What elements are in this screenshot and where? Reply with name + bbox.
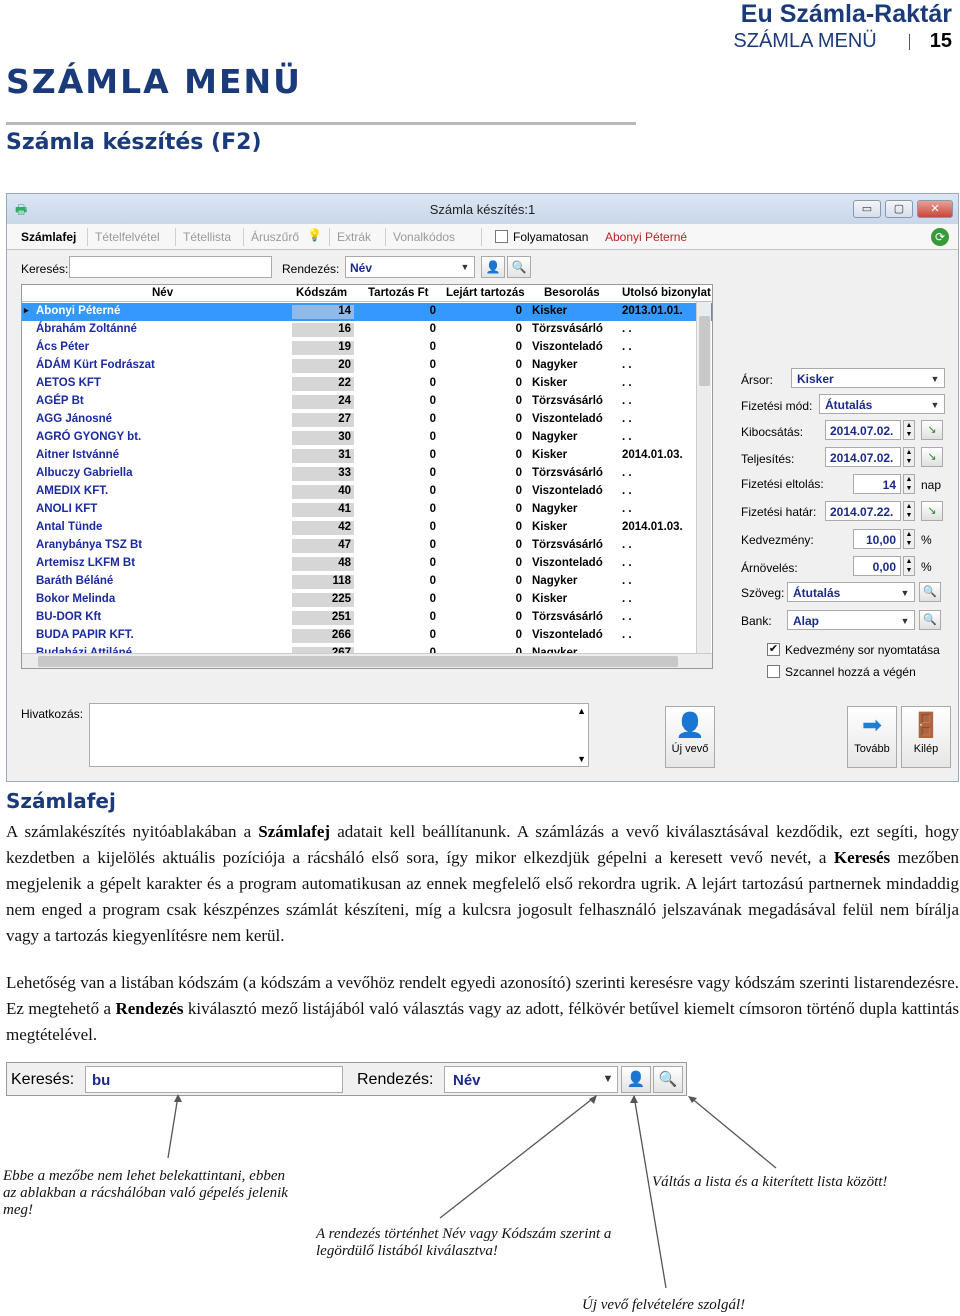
calendar-icon[interactable]: ↘ — [921, 501, 943, 521]
cell-debt: 0 — [429, 323, 436, 335]
cell-overdue: 0 — [515, 341, 522, 353]
window-title: Számla készítés:1 — [429, 202, 536, 217]
cell-debt: 0 — [429, 395, 436, 407]
cell-debt: 0 — [429, 503, 436, 515]
cell-overdue: 0 — [515, 305, 522, 317]
calendar-icon[interactable]: ↘ — [921, 447, 943, 467]
callout-3: Váltás a lista és a kiterített lista között! — [652, 1174, 888, 1190]
cell-name: Aranybánya TSZ Bt — [36, 539, 143, 551]
cell-overdue: 0 — [515, 593, 522, 605]
cell-class: Nagyker — [532, 359, 578, 371]
arnoveles-label: Árnövelés: — [741, 561, 798, 575]
new-customer-icon[interactable]: 👤 — [621, 1066, 651, 1093]
cell-class: Kisker — [532, 377, 568, 389]
cell-last: . . — [622, 629, 632, 641]
chevron-down-icon: ▼ — [577, 754, 586, 764]
callout-4: Új vevő felvételére szolgál! — [582, 1297, 746, 1313]
cell-name: AGRÓ GYONGY bt. — [36, 431, 142, 443]
cell-code: 33 — [292, 467, 354, 481]
cell-debt: 0 — [429, 305, 436, 317]
cell-last: . . — [622, 377, 632, 389]
cell-overdue: 0 — [515, 485, 522, 497]
cell-name: AGÉP Bt — [36, 395, 84, 407]
list-toggle-icon[interactable]: 🔍 — [507, 256, 531, 278]
cell-code: 41 — [292, 503, 354, 517]
cell-class: Nagyker — [532, 503, 578, 515]
maximize-button[interactable]: ▢ — [885, 200, 913, 218]
arsor-value: Kisker — [797, 372, 834, 386]
cell-name: Bokor Melinda — [36, 593, 116, 605]
hivatkozas-label: Hivatkozás: — [21, 707, 84, 721]
cell-class: Viszonteladó — [532, 485, 603, 497]
cell-last: . . — [622, 467, 632, 479]
cell-code: 24 — [292, 395, 354, 409]
szoveg-label: Szöveg: — [741, 586, 785, 600]
search-icon[interactable]: 🔍 — [919, 582, 941, 602]
cell-name: AMEDIX KFT. — [36, 485, 109, 497]
text: Lehetőség van a listában kódszám (a kódszám a vevőhöz rendelt egyedi azonosító) szerinti keresésre vagy kódszám szerinti listarendezésre. Ez megtehető a — [6, 973, 959, 1018]
cell-overdue: 0 — [515, 611, 522, 623]
cell-code: 266 — [292, 629, 354, 643]
bank-value: Alap — [793, 614, 820, 628]
szcannel-label: Szcannel hozzá a végén — [785, 665, 916, 679]
chevron-down-icon: ▼ — [900, 588, 910, 598]
cell-last: 2014.01.03. — [622, 521, 683, 533]
tab-szamlafej[interactable]: Számlafej — [21, 230, 77, 244]
fizetesi-eltolas-label: Fizetési eltolás: — [741, 477, 824, 491]
cell-last: 2013.01.01. — [622, 305, 683, 317]
cell-debt: 0 — [429, 413, 436, 425]
cell-name: Aitner Istvánné — [36, 449, 120, 461]
col-lejart[interactable]: Lejárt tartozás — [446, 287, 525, 299]
callout-arrow-3 — [690, 1097, 776, 1168]
search-icon[interactable]: 🔍 — [919, 610, 941, 630]
callout-2: A rendezés történhet Név vagy Kódszám szerint a legördülő listából kiválasztva! — [316, 1226, 612, 1259]
kedvezmeny-sor-checkbox[interactable]: ✔ — [768, 643, 779, 655]
text: kiválasztó mező listájából való választás vagy az adott, félkövér betűvel kiemelt címsoron történő dupla kattintás megtételével. — [6, 998, 959, 1044]
exit-label: Kilép — [913, 743, 939, 755]
cell-debt: 0 — [429, 611, 436, 623]
cell-last: . . — [622, 341, 632, 353]
cell-name: AGG Jánosné — [36, 413, 113, 425]
cell-code: 22 — [292, 377, 354, 391]
cell-code: 42 — [292, 521, 354, 535]
teljesites-label: Teljesítés: — [741, 452, 795, 466]
cell-code: 14 — [292, 305, 354, 319]
fizetesi-eltolas-input[interactable]: 14 — [853, 474, 901, 494]
chevron-down-icon: ▼ — [930, 374, 940, 384]
cell-overdue: 0 — [515, 521, 522, 533]
cell-name: ANOLI KFT — [36, 503, 98, 515]
cell-last: . . — [622, 557, 632, 569]
bold-term: Rendezés — [115, 998, 184, 1018]
cell-class: Viszonteladó — [532, 413, 603, 425]
cell-last: . . — [622, 323, 632, 335]
printer-icon: 🖶 — [15, 202, 28, 217]
cell-code: 118 — [292, 575, 354, 589]
zoom-sort-label: Rendezés: — [357, 1071, 434, 1088]
bank-label: Bank: — [741, 614, 772, 628]
cell-class: Törzsvásárló — [532, 323, 603, 335]
cell-last: . . — [622, 395, 632, 407]
cell-debt: 0 — [429, 449, 436, 461]
fizetesi-hatar-date[interactable]: 2014.07.22. — [825, 501, 901, 521]
cell-name: AETOS KFT — [36, 377, 101, 389]
text: adatait kell beállítanunk. A számlázás a vevő kiválasztásával kezdődik, ezt segíti, hogy kezdetben a kijelölés aktuális pozíciója a rácsháló első sora, így mikor elkezdjük gépelni a keresett vevő nevét, a — [6, 822, 960, 867]
callout-arrow-2 — [440, 1096, 596, 1218]
cell-code: 30 — [292, 431, 354, 445]
cell-last: . . — [622, 593, 632, 605]
bold-term: Számlafej — [258, 822, 331, 841]
kedvezmeny-spinner[interactable]: ▲ ▼ — [903, 529, 915, 549]
cell-class: Törzsvásárló — [532, 539, 603, 551]
cell-overdue: 0 — [515, 467, 522, 479]
fizmod-label: Fizetési mód: — [741, 399, 813, 413]
cell-class: Törzsvásárló — [532, 395, 603, 407]
chevron-down-icon: ▼ — [460, 262, 470, 272]
selected-customer-label: Abonyi Péterné — [605, 230, 688, 244]
cell-overdue: 0 — [515, 575, 522, 587]
sort-select-value: Név — [350, 261, 373, 275]
callout-arrowhead-4 — [630, 1095, 638, 1103]
running-section: SZÁMLA MENÜ — [733, 30, 877, 52]
cell-class: Nagyker — [532, 431, 578, 443]
door-icon: 🚪 — [911, 712, 941, 739]
cell-debt: 0 — [429, 485, 436, 497]
chevron-down-icon: ▼ — [930, 400, 940, 410]
cell-debt: 0 — [429, 377, 436, 389]
percent-unit: % — [921, 560, 932, 574]
cell-last: . . — [622, 431, 632, 443]
callout-arrow-4 — [634, 1096, 666, 1288]
tab-aruszuro[interactable]: Áruszűrő — [251, 230, 300, 244]
cell-name: Albuczy Gabriella — [36, 467, 133, 479]
col-tartozas[interactable]: Tartozás Ft — [368, 287, 429, 299]
refresh-icon[interactable]: ⟳ — [931, 228, 949, 246]
cell-last: . . — [622, 485, 632, 497]
cell-code: 16 — [292, 323, 354, 337]
cell-name: Abonyi Péterné — [36, 305, 121, 317]
teljesites-spinner[interactable]: ▲ ▼ — [903, 447, 915, 467]
cell-code: 48 — [292, 557, 354, 571]
cell-last: . . — [622, 413, 632, 425]
percent-unit: % — [921, 533, 932, 547]
cell-code: 20 — [292, 359, 354, 373]
cell-name: Artemisz LKFM Bt — [36, 557, 136, 569]
cell-debt: 0 — [429, 521, 436, 533]
arsor-label: Ársor: — [741, 373, 774, 387]
callout-arrowhead-1 — [174, 1094, 182, 1102]
szoveg-value: Átutalás — [793, 586, 841, 600]
callout-arrowhead-2 — [589, 1095, 597, 1104]
person-icon: 👤 — [675, 712, 705, 739]
cell-class: Kisker — [532, 305, 568, 317]
cell-code: 27 — [292, 413, 354, 427]
cell-debt: 0 — [429, 575, 436, 587]
col-utolso[interactable]: Utolsó bizonylat — [622, 287, 711, 299]
folyamatosan-label: Folyamatosan — [513, 230, 589, 244]
cell-name: ÁDÁM Kürt Fodrászat — [36, 359, 155, 371]
section-title: Számla készítés (F2) — [6, 130, 262, 155]
section-heading: Számlafej — [6, 789, 116, 813]
teljesites-date[interactable]: 2014.07.02. — [825, 447, 901, 467]
chevron-up-icon: ▲ — [577, 706, 586, 716]
col-kodszam[interactable]: Kódszám — [296, 287, 348, 299]
cell-debt: 0 — [429, 629, 436, 641]
minimize-button[interactable]: ▭ — [853, 200, 881, 218]
cell-overdue: 0 — [515, 395, 522, 407]
kibocsatas-label: Kibocsátás: — [741, 425, 804, 439]
cell-overdue: 0 — [515, 377, 522, 389]
tab-tetellista[interactable]: Tétellista — [183, 230, 232, 244]
cell-name: BU-DOR Kft — [36, 611, 102, 623]
col-besorolas[interactable]: Besorolás — [544, 287, 600, 299]
zoom-sort-value: Név — [453, 1072, 481, 1089]
cell-debt: 0 — [429, 539, 436, 551]
cell-name: Antal Tünde — [36, 521, 103, 533]
cell-debt: 0 — [429, 341, 436, 353]
text: mezőben megjelenik a gépelt karakter és a program automatikusan az ennek megfelelő első rekordra ugrik. A lejárt tartozású partnernek mindaddig nem enged a program csak készpénzes számlát készíteni, míg a kulcsra jogosult felhasználó jelszavának megadásával felül nem bírálja vagy a tartozás kiegyenlítésre nem kerül. — [6, 847, 959, 945]
callout-1: Ebbe a mezőbe nem lehet belekattintani, ebben az ablakban a rácshálóban való gépelés jelenik meg! — [3, 1168, 288, 1218]
cell-class: Kisker — [532, 593, 568, 605]
arrow-right-icon: ➡ — [861, 712, 883, 739]
cell-class: Törzsvásárló — [532, 467, 603, 479]
fizetesi-eltolas-spinner[interactable]: ▲ ▼ — [903, 474, 915, 494]
text: A számlakészítés nyitóablakában a — [6, 822, 259, 841]
tab-tetelfelvetel[interactable]: Tételfelvétel — [95, 230, 160, 244]
cell-overdue: 0 — [515, 413, 522, 425]
row-pointer-icon: ▸ — [24, 305, 29, 315]
new-customer-label: Új vevő — [671, 743, 709, 755]
bulb-icon: 💡 — [307, 228, 322, 242]
cell-overdue: 0 — [515, 449, 522, 461]
cell-class: Kisker — [532, 521, 568, 533]
cell-last: . . — [622, 359, 632, 371]
zoom-search-label: Keresés: — [11, 1071, 75, 1088]
chevron-down-icon: ▼ — [900, 616, 910, 626]
cell-code: 31 — [292, 449, 354, 463]
page-number: 15 — [929, 30, 952, 52]
kibocsatas-spinner[interactable]: ▲ ▼ — [903, 420, 915, 440]
cell-overdue: 0 — [515, 503, 522, 515]
close-button[interactable]: ✕ — [917, 200, 953, 218]
kedvezmeny-label: Kedvezmény: — [741, 533, 814, 547]
cell-debt: 0 — [429, 557, 436, 569]
chevron-down-icon: ▼ — [602, 1073, 614, 1085]
cell-overdue: 0 — [515, 431, 522, 443]
cell-class: Viszonteladó — [532, 341, 603, 353]
next-label: Tovább — [854, 743, 890, 755]
kedvezmeny-input[interactable]: 10,00 — [853, 529, 901, 549]
arnoveles-spinner[interactable]: ▲ ▼ — [903, 556, 915, 576]
cell-code: 47 — [292, 539, 354, 553]
calendar-icon[interactable]: ↘ — [921, 420, 943, 440]
arnoveles-input[interactable]: 0,00 — [853, 556, 901, 576]
page-title: SZÁMLA MENÜ — [6, 62, 302, 101]
fizetesi-hatar-label: Fizetési határ: — [741, 505, 817, 519]
cell-name: Baráth Béláné — [36, 575, 114, 587]
cell-class: Nagyker — [532, 575, 578, 587]
cell-code: 19 — [292, 341, 354, 355]
cell-last: . . — [622, 611, 632, 623]
kedvezmeny-sor-label: Kedvezmény sor nyomtatása — [785, 643, 940, 657]
cell-code: 251 — [292, 611, 354, 625]
cell-overdue: 0 — [515, 359, 522, 371]
tab-vonalkodos[interactable]: Vonalkódos — [393, 230, 456, 244]
cell-debt: 0 — [429, 359, 436, 371]
cell-class: Viszonteladó — [532, 629, 603, 641]
cell-name: Ács Péter — [36, 341, 90, 353]
sort-label: Rendezés: — [282, 262, 340, 276]
list-toggle-icon[interactable]: 🔍 — [653, 1066, 683, 1093]
cell-last: 2014.01.03. — [622, 449, 683, 461]
cell-code: 40 — [292, 485, 354, 499]
nap-unit: nap — [921, 478, 942, 492]
cell-overdue: 0 — [515, 539, 522, 551]
cell-code: 225 — [292, 593, 354, 607]
cell-class: Törzsvásárló — [532, 611, 603, 623]
cell-class: Viszonteladó — [532, 557, 603, 569]
brand-title: Eu Számla-Raktár — [740, 0, 952, 28]
callout-arrow-1 — [168, 1096, 178, 1158]
cell-last: . . — [622, 503, 632, 515]
tab-extrak[interactable]: Extrák — [337, 230, 372, 244]
kibocsatas-date[interactable]: 2014.07.02. — [825, 420, 901, 440]
fizetesi-hatar-spinner[interactable]: ▲ ▼ — [903, 501, 915, 521]
cell-class: Kisker — [532, 449, 568, 461]
cell-overdue: 0 — [515, 557, 522, 569]
zoom-search-input: bu — [85, 1066, 343, 1093]
new-customer-small-icon[interactable]: 👤 — [481, 256, 505, 278]
search-label: Keresés: — [21, 262, 69, 276]
cell-overdue: 0 — [515, 629, 522, 641]
cell-last: . . — [622, 575, 632, 587]
cell-overdue: 0 — [515, 323, 522, 335]
cell-last: . . — [622, 539, 632, 551]
cell-name: BUDA PAPIR KFT. — [36, 629, 134, 641]
cell-debt: 0 — [429, 593, 436, 605]
cell-debt: 0 — [429, 431, 436, 443]
col-nev[interactable]: Név — [152, 287, 174, 299]
cell-debt: 0 — [429, 467, 436, 479]
cell-name: Ábrahám Zoltánné — [36, 323, 137, 335]
fizmod-value: Átutalás — [825, 398, 873, 412]
bold-term: Keresés — [833, 847, 891, 867]
